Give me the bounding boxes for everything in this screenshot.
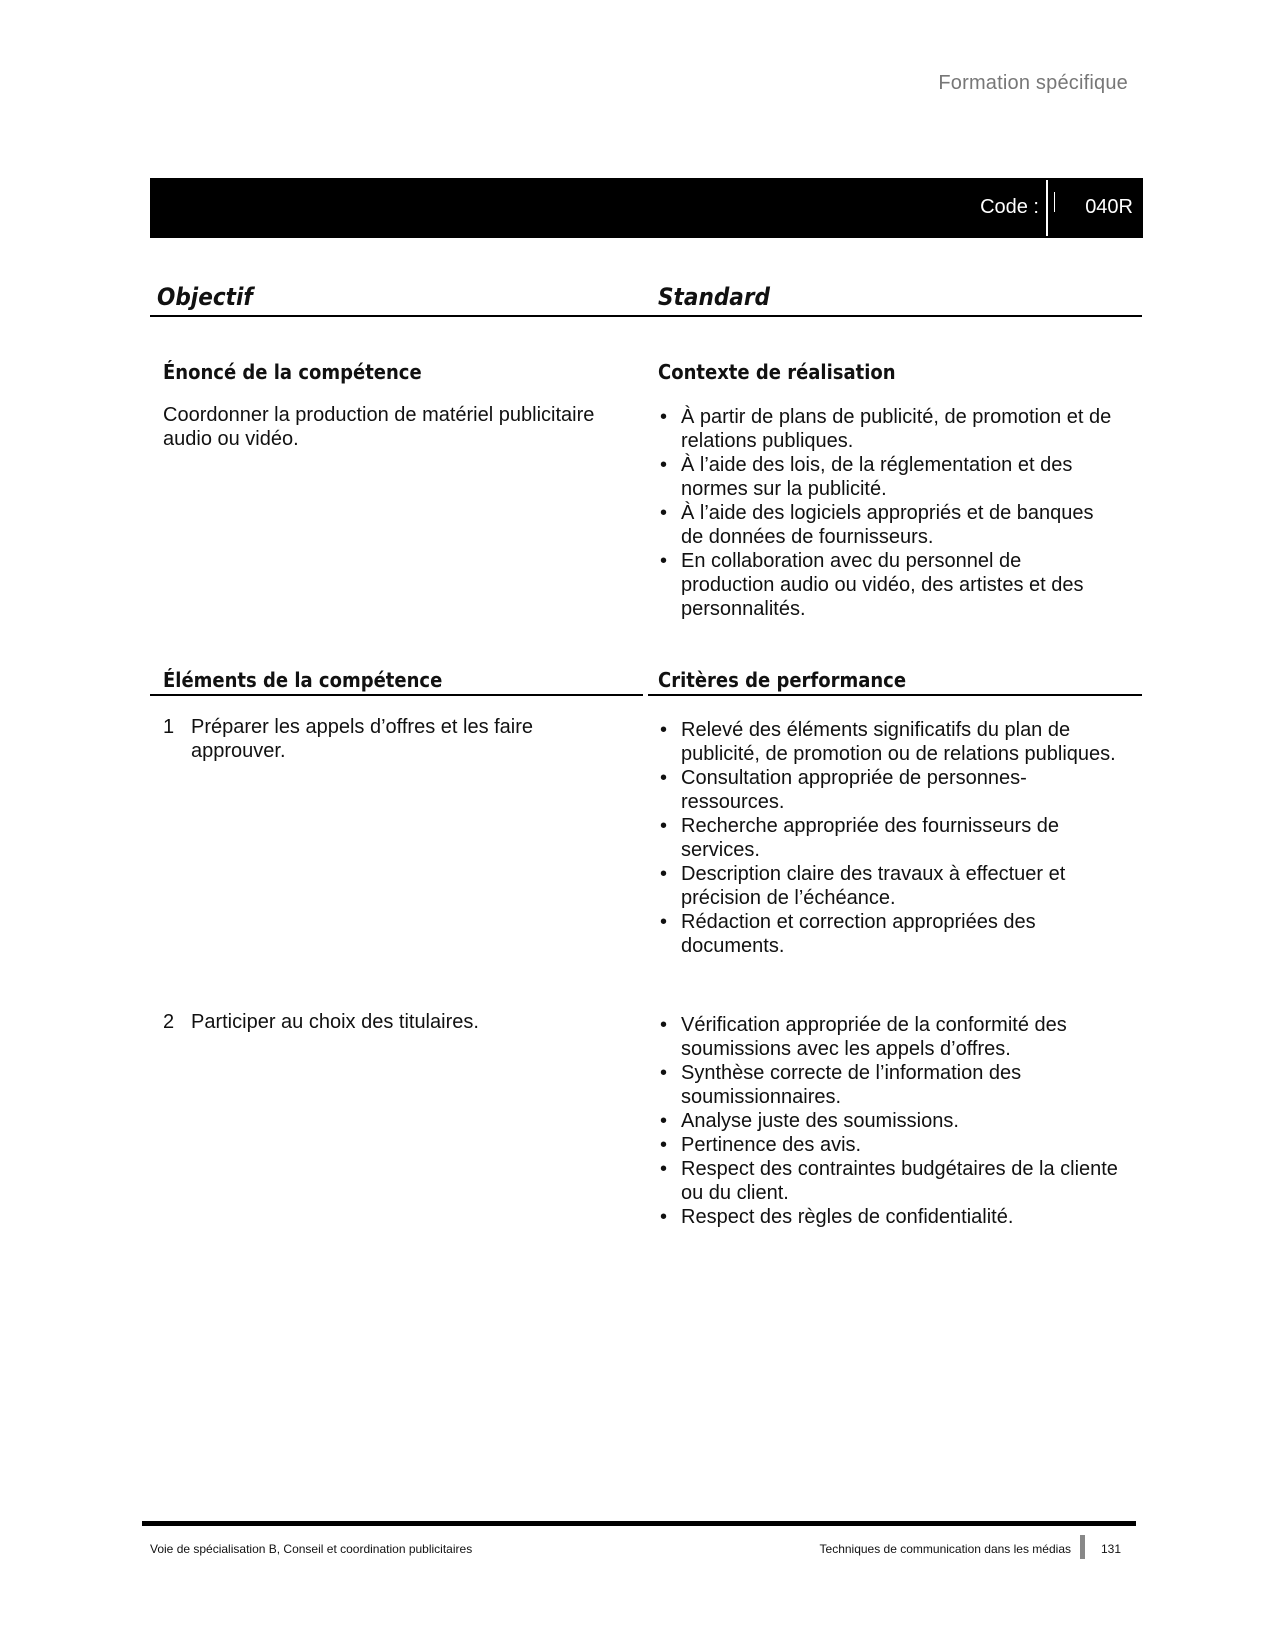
element-item-2 bbox=[163, 1010, 583, 1034]
list-item: • Consultation appropriée de personnes-ressources. bbox=[658, 766, 1120, 814]
list-item: • Recherche appropriée des fournisseurs de services. bbox=[658, 814, 1120, 862]
list-item: • Respect des règles de confidentialité. bbox=[658, 1205, 1120, 1229]
criteria-list-1 bbox=[658, 718, 1120, 958]
list-item: • Respect des contraintes budgétaires de la cliente ou du client. bbox=[658, 1157, 1120, 1205]
footer-right: Techniques de communication dans les médias bbox=[819, 1542, 1071, 1556]
criteres-rule bbox=[648, 694, 1142, 696]
criteria-list-2 bbox=[658, 1013, 1120, 1229]
objectif-title: Objectif bbox=[157, 283, 253, 311]
criteres-heading: Critères de performance bbox=[658, 668, 907, 692]
list-item: • Vérification appropriée de la conformité des soumissions avec les appels d’offres. bbox=[658, 1013, 1120, 1061]
page-number: 131 bbox=[1101, 1542, 1122, 1556]
code-label: Code : bbox=[980, 196, 1039, 218]
code-bar bbox=[150, 178, 1143, 238]
footer-divider bbox=[1080, 1535, 1085, 1559]
list-item: • À partir de plans de publicité, de promotion et de relations publiques. bbox=[658, 405, 1120, 453]
list-item: • À l’aide des logiciels appropriés et de banques de données de fournisseurs. bbox=[658, 501, 1120, 549]
list-item: • Analyse juste des soumissions. bbox=[658, 1109, 1120, 1133]
element-text: Préparer les appels d’offres et les faire approuver. bbox=[191, 716, 534, 762]
contexte-list bbox=[658, 405, 1120, 621]
code-separator bbox=[1046, 180, 1048, 236]
running-head: Formation spécifique bbox=[938, 72, 1128, 94]
elements-rule bbox=[150, 694, 643, 696]
list-item: • Synthèse correcte de l’information des soumissionnaires. bbox=[658, 1061, 1120, 1109]
footer-left: Voie de spécialisation B, Conseil et coordination publicitaires bbox=[150, 1542, 473, 1556]
list-item: • Pertinence des avis. bbox=[658, 1133, 1120, 1157]
element-number: 1 bbox=[163, 716, 175, 738]
enonce-heading: Énoncé de la compétence bbox=[163, 360, 422, 384]
contexte-heading: Contexte de réalisation bbox=[658, 360, 896, 384]
title-rule bbox=[150, 315, 1142, 317]
element-number: 2 bbox=[163, 1011, 175, 1033]
standard-title: Standard bbox=[658, 283, 770, 311]
element-text: Participer au choix des titulaires. bbox=[191, 1011, 479, 1033]
element-item-1 bbox=[163, 715, 583, 763]
list-item: • Description claire des travaux à effectuer et précision de l’échéance. bbox=[658, 862, 1120, 910]
list-item: • Rédaction et correction appropriées des documents. bbox=[658, 910, 1120, 958]
code-value: 040R bbox=[1085, 196, 1133, 218]
footer-rule bbox=[142, 1521, 1136, 1526]
list-item: • À l’aide des lois, de la réglementation et des normes sur la publicité. bbox=[658, 453, 1120, 501]
list-item: • En collaboration avec du personnel de production audio ou vidéo, des artistes et des personnalités. bbox=[658, 549, 1120, 621]
elements-heading: Éléments de la compétence bbox=[163, 668, 443, 692]
code-separator-thin bbox=[1054, 192, 1055, 212]
list-item: • Relevé des éléments significatifs du plan de publicité, de promotion ou de relations publiques. bbox=[658, 718, 1120, 766]
enonce-text: Coordonner la production de matériel publicitaire audio ou vidéo. bbox=[163, 404, 595, 450]
